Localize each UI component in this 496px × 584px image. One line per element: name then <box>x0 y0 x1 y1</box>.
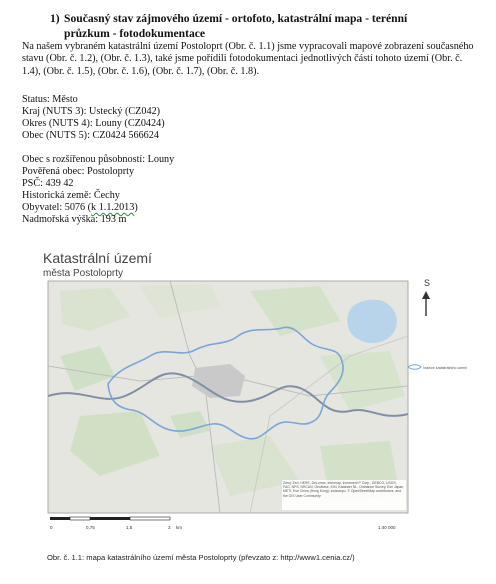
info-historicka-zeme: Historická země: Čechy <box>22 190 120 201</box>
info-obyvatel <box>22 202 138 214</box>
map-credits: Zdroj: Esri, HERE, DeLorme, Intermap, increment P Corp., GEBCO, USGS, FAO, NPS, NRCAN, GeoBase, IGN, Kadaster NL, Ordnance Survey, Esri Japan, METI, Esri China (Hong Kong), swisstopo, © OpenStreetMap contributors, and the GIS User Community <box>283 481 405 498</box>
legend-label: hranice katastrálního území <box>423 366 468 370</box>
map-legend <box>408 365 467 370</box>
obyvatel-date: k 1.1.2013 <box>91 202 135 213</box>
info-poverena-obec: Pověřená obec: Postoloprty <box>22 166 135 177</box>
scale-tick: 1,5 <box>126 525 133 530</box>
cadastral-map-figure <box>20 246 468 538</box>
lake <box>347 300 397 344</box>
legend-symbol <box>408 365 421 370</box>
section-heading <box>50 11 450 41</box>
cadastral-map <box>20 246 468 538</box>
info-kraj: Kraj (NUTS 3): Ustecký (CZ042) <box>22 106 161 117</box>
section-number: 1) <box>50 12 60 25</box>
north-label: S <box>424 278 431 288</box>
info-okres: Okres (NUTS 4): Louny (CZ0424) <box>22 118 165 129</box>
intro-paragraph: Na našem vybraném katastrální území Postoloprt (Obr. č. 1.1) jsme vypracovali mapové zobrazení současného stavu (Obr. č. 1.2), (Obr. č. 1.3), také jsme pořídili fotodokumentaci jednotlivých částí tohoto území (Obr. č. 1.4), (Obr. č. 1.5), (Obr. č. 1.6), (Obr. č. 1.7), (Obr. č. 1.8). <box>22 41 474 77</box>
info-orp: Obec s rozšířenou působností: Louny <box>22 154 175 165</box>
north-arrow-icon <box>422 278 430 316</box>
info-status: Status: Město <box>22 94 78 105</box>
info-psc: PSČ: 439 42 <box>22 178 74 189</box>
scale-tick: 0,75 <box>86 525 95 530</box>
obyvatel-suffix: ) <box>134 202 138 213</box>
info-obec: Obec (NUTS 5): CZ0424 566624 <box>22 130 159 141</box>
info-nadmorska-vyska: Nadmořská výška: 193 m <box>22 214 127 225</box>
figure-caption: Obr. č. 1.1: mapa katastrálního území města Postoloprty (převzato z: http://www1.cenia.cz/) <box>47 553 355 562</box>
section-title: Současný stav zájmového území - ortofoto, katastrální mapa - terénní průzkum - fotodokumentace <box>64 12 408 40</box>
map-subtitle: města Postoloprty <box>43 268 124 279</box>
scale-tick: 3 <box>168 525 171 530</box>
map-title: Katastrální území <box>43 250 152 266</box>
obyvatel-label: Obyvatel: 5076 ( <box>22 202 92 213</box>
scale-bar <box>50 517 182 530</box>
scale-tick: 0 <box>50 525 53 530</box>
scale-ratio: 1:40 000 <box>378 525 396 530</box>
map-area <box>48 281 408 513</box>
scale-unit: km <box>176 525 182 530</box>
